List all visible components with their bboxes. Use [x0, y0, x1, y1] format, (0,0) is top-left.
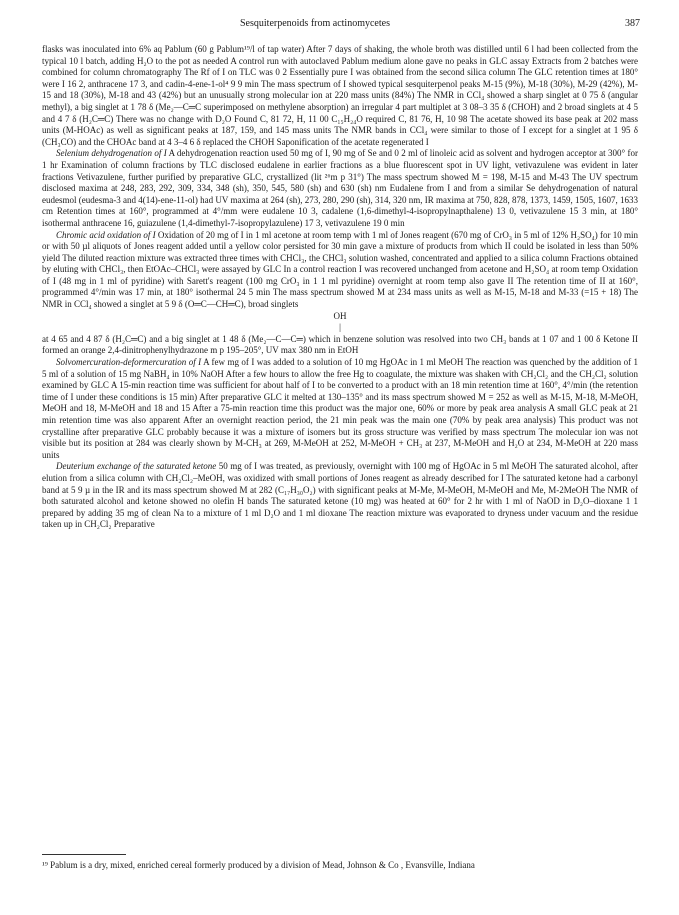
paragraph-heading: Selenium dehydrogenation of I	[56, 148, 167, 159]
paragraph-chromic-acid-oxidation	[42, 230, 638, 311]
paragraph-text: A dehydrogenation reaction used 50 mg of I, 90 mg of Se and 0 2 ml of linoleic acid as solvent and hydrogen acceptor at 300° for 1 hr Examination of column fractions by TLC disclosed eudalene in earlier fractions as a blue fluorescent spot in UV light, vetivazulene was evident in later fractions Vetivazulene, further purified by preparative GLC, crystallized (lit ²⁶m p 31°) The mass spectrum showed M = 198, M-15 and M-43 The UV spectrum disclosed maxima at 248, 283, 292, 309, 334, 348 (sh), 350, 545, 580 (sh) and 630 (sh) nm Eudalene from I and from a similar Se dehydrogenation of natural eudesmol (eudesma-3 and 4(14)-ene-11-ol) had UV maxima at 264 (sh), 273, 280, 290 (sh), 314, 320 nm, IR maxima at 750, 828, 878, 1373, 1459, 1505, 1607, 1633 cm Retention times at 160°, programmed at 4°/mm were eudalene 10 3, cadalene (1,6-dimethyl-4-isopropylnapthalene) 13 0, vetivazulene 15 3 min, at 180° isothermal anthracene 16, guiazulene (1,4-dimethyl-7-isopropylazulene) 17 3, vetivazulene 19 0 min	[42, 148, 638, 228]
paragraph-text: Oxidation of 20 mg of I in 1 ml acetone at room temp with 1 ml of Jones reagent (670 mg of CrO₃ in 5 ml of 12% H₂SO₄) for 10 min or with 50 µl aliquots of Jones reagent added until a yellow color persisted for 30 min gave a mixture of products from which II could be isolated in less than 50% yield The diluted reaction mixture was extracted three times with CHCl₃, the CHCl₃ solution washed, concentrated and applied to a silica column Fractions obtained by eluting with CHCl₃, then EtOAc–CHCl₃ were assayed by GLC In a control reaction I was recovered unchanged from acetone and H₂SO₄ at room temp Oxidation of I (48 mg in 1 ml of pyridine) with Sarett's reagent (100 mg CrO₃ in 1 1 ml pyridine) overnight at room temp also gave II The retention time of II at 160°, programmed 4°/min was 17 min, at 180° isothermal 24 5 min The mass spectrum showed M at 234 mass units as well as M-15, M-18 and M-33 (=15 + 18) The NMR in CCl₄ showed a singlet at 5 9 δ (O═C—CH═C), broad singlets	[42, 229, 638, 310]
paragraph-heading: Chromic acid oxidation of I	[56, 229, 156, 240]
footnote-text: Pablum is a dry, mixed, enriched cereal formerly produced by a division of Mead, Johnson & Co , Evansville, Indiana	[50, 860, 475, 870]
running-head-title: Sesquiterpenoids from actinomycetes	[240, 18, 390, 29]
paragraph-deuterium-exchange	[42, 461, 638, 531]
paragraph-solvomercuration	[42, 357, 638, 461]
paragraph-selenium-dehydrogenation	[42, 148, 638, 229]
article-body	[42, 44, 638, 531]
footnote-marker: ¹⁹	[42, 860, 48, 870]
paragraph-fermentation	[42, 44, 638, 148]
paragraph-heading: Deuterium exchange of the saturated ketone	[56, 461, 217, 472]
footnote-divider	[42, 854, 126, 855]
paragraph-text: A few mg of I was added to a solution of 10 mg HgOAc in 1 ml MeOH The reaction was quenched by the addition of 1 5 ml of a solution of 15 mg NaBH₄ in 10% NaOH After a few hours to allow the free Hg to coagulate, the mixture was shaken with CH₂Cl₂ and the CH₂Cl₂ solution examined by GLC A 15-min reaction time was sufficient for about half of I to be converted to a product with an 18 min retention time at 160°, 4°/min (the retention time of I under these conditions is 15 min) After preparative GLC it melted at 130–135° and its mass spectrum showed M = 252 as well as M-15, M-18, M-MeOH, MeOH and 18, M-MeOH and 18 and 15 After a 75-min reaction time this product was the major one, 60% or more by peak area analysis A small GLC peak at 21 min retention time was also apparent After an overnight reaction period, the 21 min peak was the main one (70% by peak area analysis) This product was not crystalline after preparative GLC probably because it was a mixture of isomers but its gross structure was verified by mass spectrum The molecular ion was not visible but its position at 284 was clearly shown by M-CH₃ at 269, M-MeOH at 252, M-MeOH + CH₃ at 237, M-MeOH and H₂O at 234, M-MeOH at 220 mass units	[42, 357, 638, 460]
paragraph-ketone-ii	[42, 334, 638, 357]
page-number: 387	[625, 18, 640, 29]
paragraph-heading: Solvomercuration-deformercuration of I	[56, 357, 202, 368]
paragraph-text: flasks was inoculated into 6% aq Pablum (60 g Pablum¹⁹/l of tap water) After 7 days of shaking, the whole broth was distilled until 6 l had been collected from the typical 10 l batch, adding H₂O to the pot as needed A control run with autoclaved Pablum medium alone gave no peaks in GLC assay Extracts from 2 batches were combined for column chromatography The Rf of I on TLC was 0 2 Essentially pure I was obtained from the second silica column The GLC retention times at 180° were I 16 2, anthracene 17 3, and cadin-4-ene-1-ol⁴ 9 9 min The mass spectrum of I showed typical sesquiterpenol peaks M-15 (9%), M-18 (30%), M-29 (42%), M-15 and 18 (30%), M-18 and 43 (42%) but an unusually strong molecular ion at 220 mass units (84%) The NMR in CCl₄ showed a sharp singlet at 0 75 δ (angular methyl), a big singlet at 1 78 δ (Me₂—C═C superimposed on methylene absorption) an irregular 4 part multiplet at 3 08–3 35 δ (CHOH) and 2 broad singlets at 4 5 and 4 7 δ (H₂C═C) There was no change with D₂O Found C, 81 72, H, 11 00 C₁₅H₂₄O required C, 81 76, H, 10 98 The acetate showed its base peak at 202 mass units (M-HOAc) as well as significant peaks at 187, 159, and 145 mass units The NMR bands in CCl₄ were similar to those of I except for a singlet at 1 95 δ (CH₃CO) and the CHOAc band at 4 3–4 6 δ replaced the CHOH Saponification of the acetate regenerated I	[42, 44, 638, 147]
paragraph-text: at 4 65 and 4 87 δ (H₂C═C) and a big singlet at 1 48 δ (Me₂—C—C═) which in benzene solution was resolved into two CH₃ bands at 1 07 and 1 00 δ Ketone II formed an orange 2,4-dinitrophenylhydrazone m p 195–205°, UV max 380 nm in EtOH	[42, 333, 638, 356]
footnote	[42, 860, 638, 871]
structure-annotation-oh: OH	[333, 310, 347, 321]
paragraph-text: 50 mg of I was treated, as previously, overnight with 100 mg of HgOAc in 5 ml MeOH The saturated alcohol, after elution from a silica column with CH₂Cl₂–MeOH, was oxidized with small portions of Jones reagent as already described for I The saturated ketone had a carbonyl band at 5 9 µ in the IR and its mass spectrum showed M at 282 (C₁₇H₃₀O₂) with significant peaks at M-Me, M-MeOH, M-MeOH and Me, M-2MeOH The NMR of both saturated alcohol and ketone showed no olefin H bands The saturated ketone (10 mg) was heated at 60° for 2 hr with 1 ml of NaOD in D₂O–dioxane 1 1 prepared by adding 35 mg of clean Na to a mixture of 1 ml D₂O and 1 ml dioxane The reaction mixture was evaporated to dryness under vacuum and the residue taken up in CH₂Cl₂ Preparative	[42, 461, 638, 530]
structure-annotation-bond: |	[339, 322, 341, 333]
